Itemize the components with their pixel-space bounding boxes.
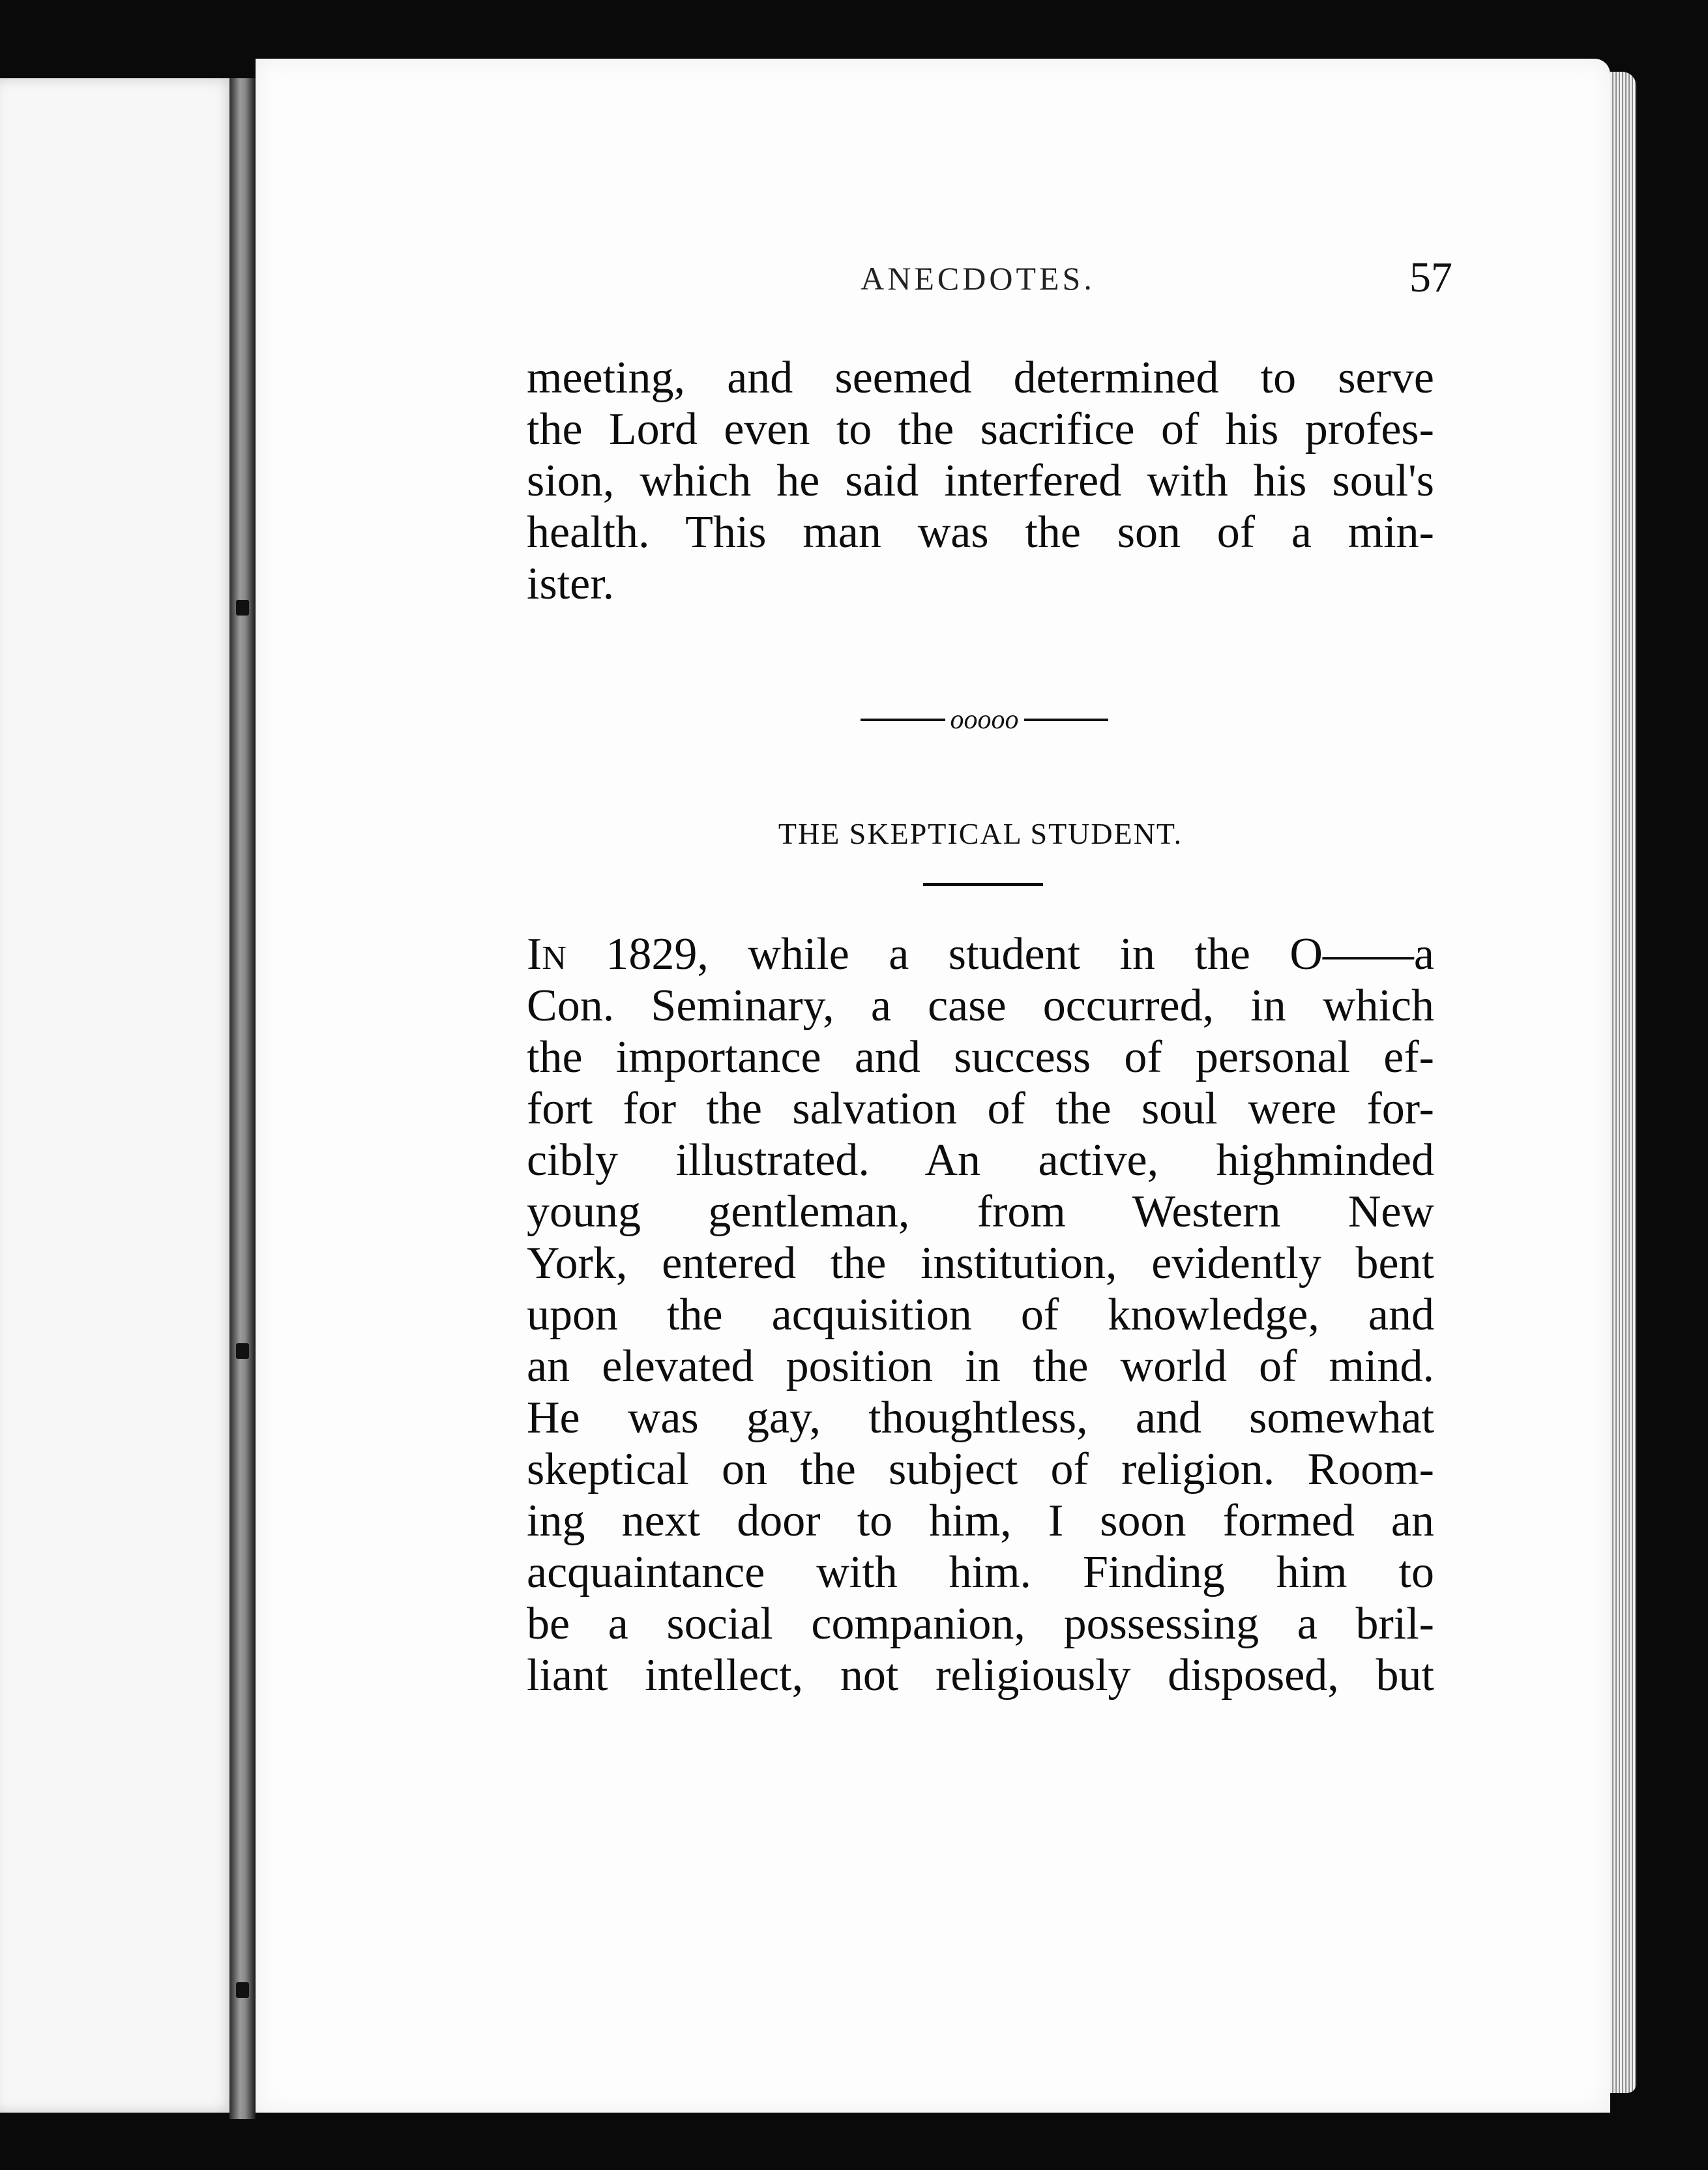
page-edges xyxy=(1610,72,1636,2093)
divider-rule xyxy=(861,719,945,721)
text-line: an elevated position in the world of mind. xyxy=(527,1341,1434,1391)
text-line: fort for the salvation of the soul were for- xyxy=(527,1084,1434,1134)
text-line: the Lord even to the sacrifice of his profes- xyxy=(527,404,1434,454)
text-line: skeptical on the subject of religion. Room- xyxy=(527,1444,1434,1494)
text-line: health. This man was the son of a min- xyxy=(527,507,1434,557)
paragraph-continued xyxy=(527,352,1434,610)
facing-page-edge xyxy=(0,78,235,2113)
page-number: 57 xyxy=(1409,254,1452,301)
drop-cap: I xyxy=(527,929,542,979)
section-divider xyxy=(861,704,1108,736)
text-line: upon the acquisition of knowledge, and xyxy=(527,1290,1434,1340)
divider-rule xyxy=(1024,719,1109,721)
binding-mark xyxy=(236,600,249,616)
text-line: cibly illustrated. An active, highminded xyxy=(527,1135,1434,1185)
section-title: THE SKEPTICAL STUDENT. xyxy=(778,817,1183,850)
divider-ornament: ooooo xyxy=(950,705,1019,735)
text-line: York, entered the institution, evidently bent xyxy=(527,1238,1434,1288)
text-line: ing next door to him, I soon formed an xyxy=(527,1496,1434,1546)
text-line: young gentleman, from Western New xyxy=(527,1187,1434,1237)
title-underline xyxy=(923,883,1043,886)
book-gutter xyxy=(229,78,256,2119)
text-line: acquaintance with him. Finding him to xyxy=(527,1547,1434,1598)
binding-mark xyxy=(236,1343,249,1359)
small-cap: N xyxy=(542,940,567,977)
text-line: be a social companion, possessing a bril- xyxy=(527,1599,1434,1649)
text-line: the importance and success of personal ef- xyxy=(527,1032,1434,1082)
text-line: Con. Seminary, a case occurred, in which xyxy=(527,981,1434,1031)
text-line: ister. xyxy=(527,559,615,609)
running-head: ANECDOTES. xyxy=(861,260,1095,297)
paragraph-skeptical-student xyxy=(527,929,1434,1701)
text-fragment: 1829, while a student in the O——a xyxy=(566,929,1434,979)
text-line-first xyxy=(527,929,1434,980)
binding-mark xyxy=(236,1982,249,1998)
text-line: He was gay, thoughtless, and somewhat xyxy=(527,1393,1434,1443)
text-line: sion, which he said interfered with his soul's xyxy=(527,456,1434,506)
text-line: liant intellect, not religiously disposed, but xyxy=(527,1650,1434,1701)
text-line: meeting, and seemed determined to serve xyxy=(527,353,1434,403)
